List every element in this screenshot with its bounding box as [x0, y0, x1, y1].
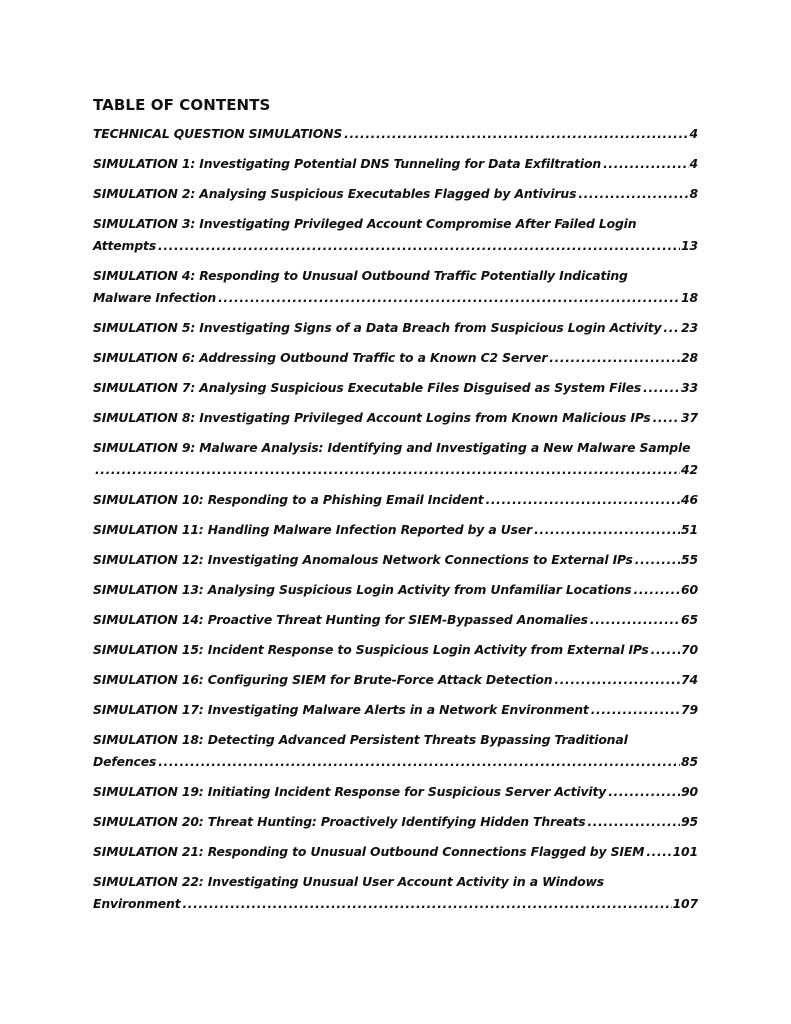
toc-page-number: 101 — [672, 844, 698, 859]
toc-entry-title: SIMULATION 11: Handling Malware Infection Reported by a User — [93, 522, 533, 537]
toc-dot-leader — [591, 699, 680, 721]
toc-entry[interactable] — [93, 729, 698, 773]
toc-dot-leader — [608, 781, 680, 803]
toc-page-number: 70 — [681, 642, 698, 657]
toc-entry[interactable] — [93, 579, 698, 601]
toc-entry-row — [93, 377, 698, 399]
toc-entry-title: Malware Infection — [93, 290, 217, 305]
toc-entry-title: Defences — [93, 754, 157, 769]
toc-entry[interactable] — [93, 153, 698, 175]
toc-entry-title-line: SIMULATION 4: Responding to Unusual Outbound Traffic Potentially Indicating — [93, 268, 628, 283]
toc-dot-leader — [603, 153, 688, 175]
toc-entry-title: SIMULATION 2: Analysing Suspicious Executables Flagged by Antivirus — [93, 186, 577, 201]
toc-page-number: 33 — [681, 380, 698, 395]
toc-entry-title: SIMULATION 16: Configuring SIEM for Brute-Force Attack Detection — [93, 672, 553, 687]
toc-entry-row — [93, 153, 698, 175]
toc-dot-leader — [534, 519, 680, 541]
toc-entry-row — [93, 123, 698, 145]
toc-dot-leader — [663, 317, 680, 339]
toc-entry-title: SIMULATION 15: Incident Response to Suspicious Login Activity from External IPs — [93, 642, 649, 657]
toc-entry[interactable] — [93, 811, 698, 833]
toc-entry[interactable] — [93, 639, 698, 661]
toc-entry-title-line: SIMULATION 9: Malware Analysis: Identifying and Investigating a New Malware Sample — [93, 440, 691, 455]
toc-page-number: 4 — [689, 156, 698, 171]
toc-entry[interactable] — [93, 871, 698, 915]
toc-entry-row — [93, 893, 698, 915]
toc-entry[interactable] — [93, 669, 698, 691]
toc-entry-title: SIMULATION 1: Investigating Potential DNS Tunneling for Data Exfiltration — [93, 156, 602, 171]
toc-entry[interactable] — [93, 183, 698, 205]
toc-page-number: 18 — [681, 290, 698, 305]
toc-dot-leader — [643, 377, 680, 399]
toc-page-number: 4 — [689, 126, 698, 141]
toc-page-number: 28 — [681, 350, 698, 365]
toc-dot-leader — [590, 609, 680, 631]
toc-page-number: 60 — [681, 582, 698, 597]
toc-page-number: 85 — [681, 754, 698, 769]
toc-entry-title: SIMULATION 21: Responding to Unusual Outbound Connections Flagged by SIEM — [93, 844, 645, 859]
toc-entry-row — [93, 751, 698, 773]
toc-entry[interactable] — [93, 609, 698, 631]
toc-entry-row — [93, 519, 698, 541]
toc-entry-title: SIMULATION 19: Initiating Incident Response for Suspicious Server Activity — [93, 784, 607, 799]
toc-entry-row — [93, 639, 698, 661]
toc-entry-row — [93, 781, 698, 803]
toc-entry-row — [93, 669, 698, 691]
toc-page-number: 42 — [681, 462, 698, 477]
toc-entry[interactable] — [93, 213, 698, 257]
toc-entry-row — [93, 459, 698, 481]
toc-dot-leader — [344, 123, 688, 145]
toc-entry-title: SIMULATION 14: Proactive Threat Hunting for SIEM-Bypassed Anomalies — [93, 612, 588, 627]
toc-entry-title: SIMULATION 13: Analysing Suspicious Login Activity from Unfamiliar Locations — [93, 582, 632, 597]
toc-entry-row — [93, 235, 698, 257]
toc-entry[interactable] — [93, 549, 698, 571]
toc-entry[interactable] — [93, 699, 698, 721]
toc-page-number: 37 — [681, 410, 698, 425]
toc-entry[interactable] — [93, 317, 698, 339]
toc-entry[interactable] — [93, 437, 698, 481]
toc-dot-leader — [549, 347, 680, 369]
toc-dot-leader — [651, 639, 680, 661]
toc-page-number: 65 — [681, 612, 698, 627]
toc-entry-title: SIMULATION 10: Responding to a Phishing Email Incident — [93, 492, 484, 507]
toc-entry-row — [93, 609, 698, 631]
toc-entry[interactable] — [93, 407, 698, 429]
toc-page-number: 51 — [681, 522, 698, 537]
toc-entry-title: SIMULATION 17: Investigating Malware Alerts in a Network Environment — [93, 702, 589, 717]
toc-entry-title: Attempts — [93, 238, 157, 253]
toc-dot-leader — [634, 579, 681, 601]
toc-entry[interactable] — [93, 123, 698, 145]
toc-dot-leader — [182, 893, 671, 915]
toc-entry-row — [93, 317, 698, 339]
toc-entry-title-line: SIMULATION 22: Investigating Unusual User Account Activity in a Windows — [93, 874, 604, 889]
toc-dot-leader — [653, 407, 680, 429]
toc-dot-leader — [578, 183, 688, 205]
toc-entry-row — [93, 183, 698, 205]
toc-page-number: 23 — [681, 320, 698, 335]
toc-dot-leader — [554, 669, 680, 691]
toc-dot-leader — [158, 235, 680, 257]
toc-dot-leader — [158, 751, 680, 773]
toc-entry[interactable] — [93, 781, 698, 803]
toc-entry-row — [93, 579, 698, 601]
toc-page-number: 95 — [681, 814, 698, 829]
toc-page-number: 74 — [681, 672, 698, 687]
toc-entry-title: Environment — [93, 896, 181, 911]
toc-entry[interactable] — [93, 489, 698, 511]
toc-entry-row — [93, 811, 698, 833]
toc-page-number: 107 — [672, 896, 698, 911]
toc-entry-row — [93, 549, 698, 571]
toc-title: TABLE OF CONTENTS — [93, 96, 271, 114]
toc-page-number: 8 — [689, 186, 698, 201]
toc-entry-title-line: SIMULATION 3: Investigating Privileged Account Compromise After Failed Login — [93, 216, 637, 231]
toc-entry-title: TECHNICAL QUESTION SIMULATIONS — [93, 126, 343, 141]
toc-entry-title: SIMULATION 12: Investigating Anomalous Network Connections to External IPs — [93, 552, 633, 567]
toc-entry-title: SIMULATION 6: Addressing Outbound Traffic to a Known C2 Server — [93, 350, 548, 365]
toc-entry-title: SIMULATION 7: Analysing Suspicious Executable Files Disguised as System Files — [93, 380, 642, 395]
toc-dot-leader — [646, 841, 671, 863]
toc-entry-title-line: SIMULATION 18: Detecting Advanced Persistent Threats Bypassing Traditional — [93, 732, 628, 747]
toc-dot-leader — [218, 287, 680, 309]
toc-dot-leader — [635, 549, 680, 571]
toc-list — [93, 123, 698, 915]
toc-page-number: 79 — [681, 702, 698, 717]
toc-page-number: 13 — [681, 238, 698, 253]
toc-entry[interactable] — [93, 265, 698, 309]
toc-dot-leader — [486, 489, 680, 511]
toc-entry-row — [93, 407, 698, 429]
toc-dot-leader — [587, 811, 680, 833]
toc-entry[interactable] — [93, 377, 698, 399]
toc-page-number: 46 — [681, 492, 698, 507]
toc-page-number: 55 — [681, 552, 698, 567]
toc-page-number: 90 — [681, 784, 698, 799]
toc-entry-title: SIMULATION 5: Investigating Signs of a Data Breach from Suspicious Login Activity — [93, 320, 662, 335]
toc-entry[interactable] — [93, 347, 698, 369]
toc-entry-row — [93, 489, 698, 511]
toc-entry-title: SIMULATION 20: Threat Hunting: Proactively Identifying Hidden Threats — [93, 814, 586, 829]
toc-entry-title: SIMULATION 8: Investigating Privileged Account Logins from Known Malicious IPs — [93, 410, 651, 425]
toc-entry[interactable] — [93, 519, 698, 541]
toc-entry[interactable] — [93, 841, 698, 863]
toc-entry-row — [93, 287, 698, 309]
toc-dot-leader — [95, 459, 680, 481]
toc-entry-row — [93, 347, 698, 369]
toc-entry-row — [93, 841, 698, 863]
toc-entry-row — [93, 699, 698, 721]
